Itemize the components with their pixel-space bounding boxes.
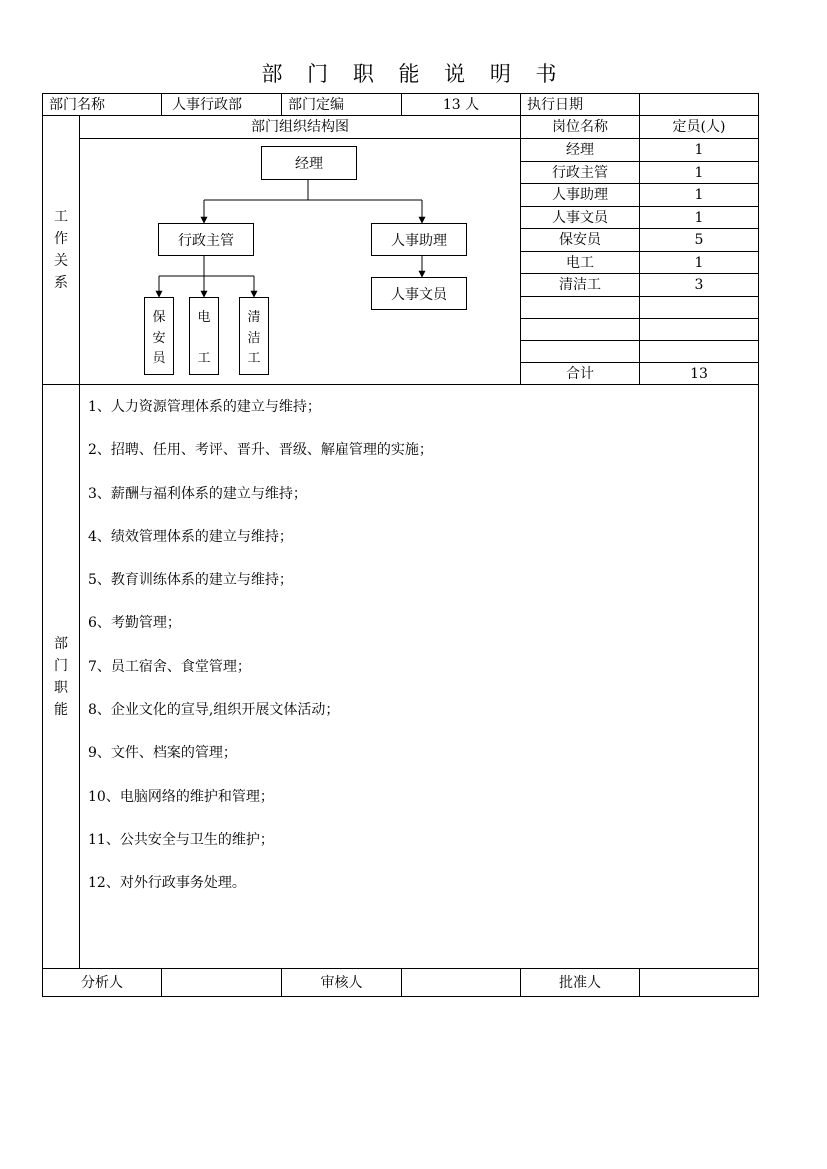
position-count: 1 <box>639 251 759 274</box>
position-name: 人事助理 <box>520 183 640 207</box>
function-item: 1、人力资源管理体系的建立与维持； <box>88 399 321 415</box>
approver-label: 批准人 <box>520 968 640 997</box>
org-node-cleaner <box>239 297 269 375</box>
node-char: 员 <box>152 351 166 366</box>
position-name: 清洁工 <box>520 273 640 297</box>
analyst-value <box>161 968 282 997</box>
position-count: 1 <box>639 138 759 162</box>
headcount-header: 定员(人) <box>639 115 759 139</box>
org-node-admin-supervisor: 行政主管 <box>158 223 254 256</box>
dept-name-label: 部门名称 <box>42 93 162 116</box>
function-item: 8、企业文化的宣导,组织开展文体活动； <box>88 702 340 719</box>
position-name: 保安员 <box>520 228 640 252</box>
position-count <box>639 340 759 363</box>
position-name <box>520 296 640 319</box>
org-node-manager: 经理 <box>261 146 357 180</box>
side-char: 作 <box>54 231 68 247</box>
side-char: 工 <box>54 209 68 225</box>
position-name: 人事文员 <box>520 206 640 229</box>
position-count: 3 <box>639 273 759 297</box>
node-char: 工 <box>197 351 211 366</box>
side-char: 部 <box>54 635 68 652</box>
org-node-hr-clerk: 人事文员 <box>371 277 467 310</box>
reviewer-value <box>401 968 521 997</box>
position-name <box>520 318 640 341</box>
org-chart-title: 部门组织结构图 <box>79 115 521 139</box>
org-node-security <box>144 297 174 375</box>
node-char: 电 <box>197 310 211 325</box>
function-item: 2、招聘、任用、考评、晋升、晋级、解雇管理的实施； <box>88 442 433 459</box>
node-char: 安 <box>152 330 166 346</box>
position-count: 1 <box>639 161 759 184</box>
position-name: 行政主管 <box>520 161 640 184</box>
org-node-hr-assistant: 人事助理 <box>371 223 467 256</box>
node-char: 清 <box>247 310 261 325</box>
position-name <box>520 340 640 363</box>
analyst-label: 分析人 <box>42 968 162 997</box>
function-item: 10、电脑网络的维护和管理； <box>88 788 274 805</box>
side-char: 能 <box>54 701 68 718</box>
function-item: 7、员工宿舍、食堂管理； <box>88 658 251 675</box>
positions-header: 岗位名称 <box>520 115 640 139</box>
function-item: 11、公共安全与卫生的维护； <box>88 831 274 848</box>
side-char: 职 <box>54 679 68 696</box>
functions-list <box>88 397 748 917</box>
position-name: 经理 <box>520 138 640 162</box>
total-value: 13 <box>639 362 759 385</box>
position-count: 5 <box>639 228 759 252</box>
position-count <box>639 296 759 319</box>
side-char: 关 <box>54 253 68 269</box>
quota-label: 部门定编 <box>281 93 402 116</box>
date-label: 执行日期 <box>520 93 640 116</box>
position-count: 1 <box>639 206 759 229</box>
reviewer-label: 审核人 <box>281 968 402 997</box>
node-char: 工 <box>247 351 261 366</box>
position-count <box>639 318 759 341</box>
functions-side-label <box>42 384 80 969</box>
function-item: 12、对外行政事务处理。 <box>88 875 246 892</box>
function-item: 6、考勤管理； <box>88 615 181 632</box>
total-label: 合计 <box>520 362 640 385</box>
function-item: 5、教育训练体系的建立与维持； <box>88 572 293 589</box>
dept-name-value: 人事行政部 <box>161 93 282 116</box>
position-count: 1 <box>639 183 759 207</box>
node-char: 保 <box>152 310 166 325</box>
function-item: 9、文件、档案的管理； <box>88 745 237 762</box>
page-title: 部 门 职 能 说 明 书 <box>261 62 566 86</box>
approver-value <box>639 968 759 997</box>
side-char: 系 <box>54 275 68 291</box>
position-name: 电工 <box>520 251 640 274</box>
function-item: 3、薪酬与福利体系的建立与维持； <box>88 485 307 502</box>
side-char: 门 <box>54 657 68 674</box>
org-node-electrician <box>189 297 219 375</box>
function-item: 4、绩效管理体系的建立与维持； <box>88 528 293 545</box>
quota-value: 13 人 <box>401 93 521 116</box>
node-char: 洁 <box>247 330 261 346</box>
